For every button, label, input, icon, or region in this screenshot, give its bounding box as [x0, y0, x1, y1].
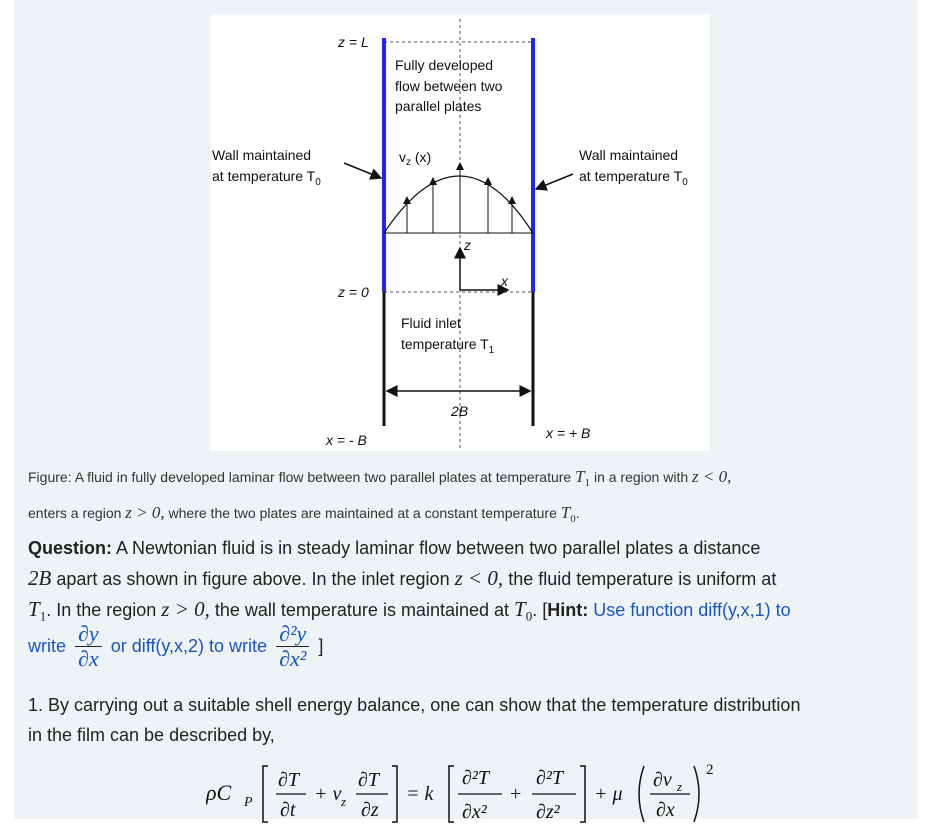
z-axis-label: z	[464, 237, 471, 253]
inlet-label-line1: Fluid inlet	[401, 315, 461, 331]
first-derivative-fraction: $\frac{\partial y}{\partial x}$	[75, 622, 102, 671]
velocity-label: $v_z$ (x)	[399, 149, 432, 168]
x-right-label: x = + B	[546, 425, 591, 441]
right-wall-label-line2: at temperature $T_0$	[579, 168, 688, 188]
svg-text:∂T: ∂T	[358, 769, 380, 791]
svg-text:z: z	[677, 779, 683, 794]
question-block: Question: A Newtonian fluid is in steady laminar flow between two parallel plates a distance 2B apart as shown in figure above. In the inlet region z < 0, the fluid temperature is uniform at $T_1$. In the region z > 0, the wall temperature is maintained at $T_0$. [Hint: Use function diff(y,x,1) to	[28, 538, 791, 624]
question-label: Question:	[28, 538, 112, 558]
svg-text:+ v: + v	[314, 783, 342, 805]
svg-text:2: 2	[706, 762, 714, 778]
hint-text: Use function diff(y,x,1) to	[588, 600, 791, 620]
equation-svg	[206, 758, 766, 828]
caption-t1: T	[575, 467, 585, 486]
hint-label: Hint:	[547, 600, 589, 620]
z-zero-label: z = 0	[338, 284, 369, 300]
caption-condition: z < 0,	[692, 467, 732, 486]
velocity-profile	[384, 176, 533, 233]
second-derivative-fraction: $\frac{\text{∂²y}}{\text{∂x²}}$	[276, 622, 309, 671]
svg-text:+: +	[510, 783, 522, 805]
right-wall-pointer	[536, 174, 573, 189]
inlet-label-line2: temperature $T_1$	[401, 336, 495, 356]
z-top-label: z = L	[338, 34, 369, 50]
svg-text:∂z: ∂z	[361, 799, 379, 821]
item-1: 1. By carrying out a suitable shell energy balance, one can show that the temperature distribution in the film can be described by,	[28, 695, 801, 745]
rho-cp: ρC	[206, 780, 232, 805]
flow-desc-line2: flow between two	[395, 78, 503, 94]
svg-text:+ μ: + μ	[594, 783, 623, 805]
parallel-plates-figure	[211, 14, 710, 451]
svg-text:∂T: ∂T	[278, 769, 300, 791]
svg-text:∂z²: ∂z²	[536, 801, 560, 823]
left-wall-label-line1: Wall maintained	[212, 147, 312, 163]
right-wall-label-line1: Wall maintained	[579, 147, 679, 163]
left-wall-label-line2: at temperature $T_0$	[212, 168, 321, 188]
svg-text:∂²T: ∂²T	[536, 767, 564, 789]
flow-desc-line1: Fully developed	[395, 57, 494, 73]
x-left-label: x = - B	[326, 432, 367, 448]
svg-text:∂x²: ∂x²	[462, 801, 487, 823]
svg-text:∂x: ∂x	[656, 799, 675, 821]
caption-text: Figure: A fluid in fully developed laminar flow between two parallel plates at temperature	[28, 469, 576, 485]
svg-text:z: z	[341, 794, 347, 809]
hint-continuation: write $\frac{\partial y}{\partial x}$ or diff(y,x,2) to write $\frac{\text{∂²y}}{\text{∂x²}}$ ]	[28, 621, 324, 671]
svg-text:∂²T: ∂²T	[462, 767, 490, 789]
energy-equation	[206, 758, 766, 828]
figure-diagram	[211, 14, 710, 451]
svg-text:= k: = k	[406, 783, 434, 805]
svg-text:P: P	[244, 795, 253, 810]
x-axis-label: x	[501, 273, 508, 289]
figure-caption: Figure: A fluid in fully developed laminar flow between two parallel plates at temperature $T_1$ in a region with z < 0, enters a region z > 0, where the two plates are maintained at a constant temperature $T_0$.	[28, 467, 732, 525]
flow-desc-line3: parallel plates	[395, 98, 482, 114]
svg-text:∂v: ∂v	[653, 769, 672, 791]
svg-text:∂t: ∂t	[280, 799, 296, 821]
left-wall-pointer	[344, 163, 381, 178]
width-label: 2B	[451, 403, 469, 419]
